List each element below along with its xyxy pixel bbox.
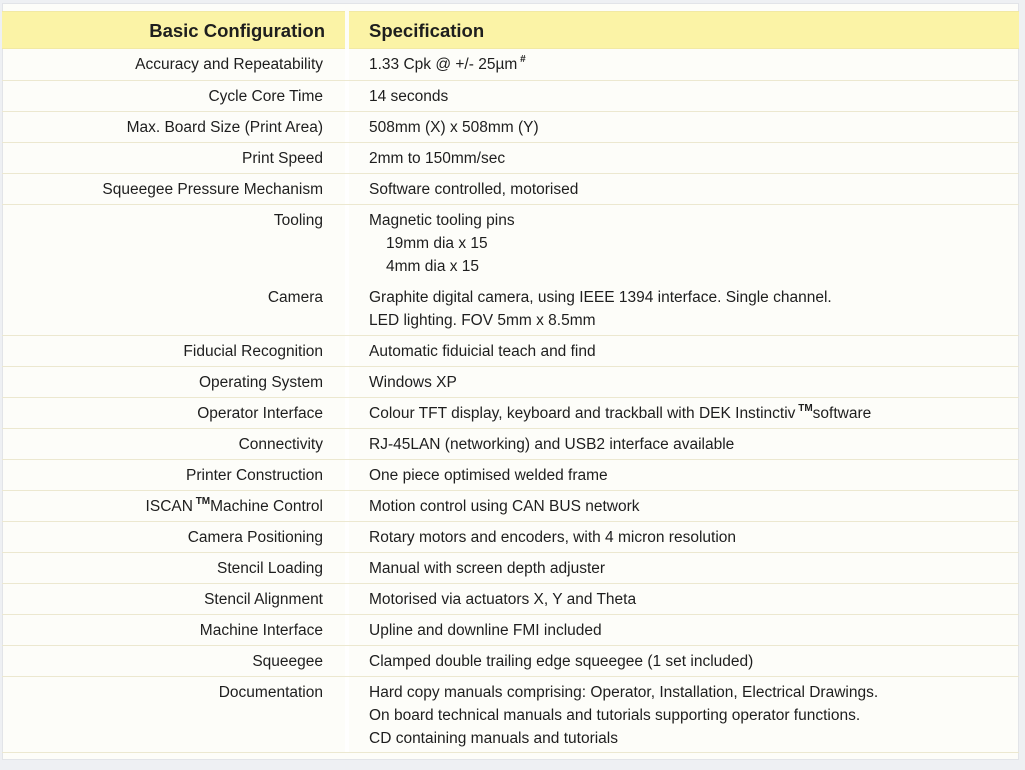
row-label xyxy=(2,677,345,704)
row-label-text: Connectivity xyxy=(238,436,323,453)
spec-line-text: Motion control using CAN BUS network xyxy=(369,498,640,515)
spec-line-text: Hard copy manuals comprising: Operator, Installation, Electrical Drawings. xyxy=(369,684,879,701)
row-label-suffix: Machine Control xyxy=(210,498,323,515)
spec-line xyxy=(369,85,1019,108)
spec-line-text: 14 seconds xyxy=(369,88,449,105)
spec-sheet xyxy=(2,3,1019,760)
row-spec xyxy=(349,584,1019,611)
spec-line-text: 4mm dia x 15 xyxy=(386,258,480,275)
table-row xyxy=(2,398,1019,429)
row-label-text: Stencil Alignment xyxy=(204,591,323,608)
spec-line xyxy=(369,116,1019,139)
spec-line xyxy=(369,232,1019,255)
spec-line xyxy=(369,704,1019,727)
spec-line xyxy=(369,588,1019,611)
spec-line xyxy=(369,650,1019,673)
table-row xyxy=(2,336,1019,367)
row-spec xyxy=(349,615,1019,642)
row-spec xyxy=(349,398,1019,425)
spec-line xyxy=(369,53,1019,76)
row-label-text: ISCAN xyxy=(145,498,193,515)
table-row xyxy=(2,615,1019,646)
spec-superscript: # xyxy=(517,53,526,65)
table-row xyxy=(2,584,1019,615)
spec-line-text: 508mm (X) x 508mm (Y) xyxy=(369,119,539,136)
row-label xyxy=(2,646,345,673)
spec-line xyxy=(369,286,1019,309)
spec-line-text: Software controlled, motorised xyxy=(369,181,579,198)
table-row xyxy=(2,205,1019,282)
spec-line xyxy=(369,464,1019,487)
spec-line-text: Manual with screen depth adjuster xyxy=(369,560,606,577)
spec-line xyxy=(369,402,1019,425)
row-spec xyxy=(349,205,1019,278)
spec-line xyxy=(369,495,1019,518)
table-row xyxy=(2,553,1019,584)
table-row xyxy=(2,174,1019,205)
table-row xyxy=(2,49,1019,81)
spec-line-text: Upline and downline FMI included xyxy=(369,622,602,639)
table-header xyxy=(2,11,1019,49)
row-label-text: Camera xyxy=(267,289,323,306)
row-label-text: Squeegee Pressure Mechanism xyxy=(102,181,323,198)
spec-line-text: Clamped double trailing edge squeegee (1 set included) xyxy=(369,653,754,670)
row-label xyxy=(2,81,345,108)
spec-line xyxy=(369,526,1019,549)
spec-line xyxy=(369,619,1019,642)
table-row xyxy=(2,491,1019,522)
row-label xyxy=(2,491,345,518)
row-spec xyxy=(349,367,1019,394)
spec-superscript: TM xyxy=(795,402,813,414)
spec-line-text: One piece optimised welded frame xyxy=(369,467,608,484)
table-row xyxy=(2,429,1019,460)
row-label xyxy=(2,460,345,487)
row-label xyxy=(2,367,345,394)
row-label xyxy=(2,112,345,139)
spec-line xyxy=(369,309,1019,332)
row-spec xyxy=(349,491,1019,518)
trademark-superscript: TM xyxy=(192,495,211,507)
row-spec xyxy=(349,646,1019,673)
row-label xyxy=(2,336,345,363)
table-row xyxy=(2,112,1019,143)
row-label-text: Tooling xyxy=(273,212,323,229)
row-label xyxy=(2,522,345,549)
row-label-text: Fiducial Recognition xyxy=(183,343,323,360)
spec-line xyxy=(369,557,1019,580)
table-row xyxy=(2,460,1019,491)
row-spec xyxy=(349,522,1019,549)
row-label xyxy=(2,584,345,611)
spec-line xyxy=(369,147,1019,170)
spec-line-text: 1.33 Cpk @ +/- 25µm xyxy=(369,56,518,73)
spec-line-text: 19mm dia x 15 xyxy=(386,235,488,252)
table-row xyxy=(2,282,1019,336)
spec-line-text: Motorised via actuators X, Y and Theta xyxy=(369,591,637,608)
row-label-text: Print Speed xyxy=(242,150,323,167)
row-label-text: Printer Construction xyxy=(186,467,323,484)
row-label xyxy=(2,143,345,170)
row-label-text: Stencil Loading xyxy=(217,560,323,577)
row-spec xyxy=(349,429,1019,456)
row-label xyxy=(2,429,345,456)
row-label-text: Camera Positioning xyxy=(187,529,323,546)
spec-line-suffix: software xyxy=(812,405,872,422)
row-label xyxy=(2,553,345,580)
table-row xyxy=(2,81,1019,112)
row-spec xyxy=(349,553,1019,580)
row-label xyxy=(2,174,345,201)
row-label xyxy=(2,398,345,425)
row-label-text: Machine Interface xyxy=(199,622,323,639)
table-row xyxy=(2,677,1019,753)
row-label-text: Cycle Core Time xyxy=(208,88,323,105)
spec-line-text: Colour TFT display, keyboard and trackball with DEK Instinctiv xyxy=(369,405,796,422)
row-label-text: Accuracy and Repeatability xyxy=(135,56,323,73)
spec-line xyxy=(369,727,1019,750)
table-row xyxy=(2,646,1019,677)
spec-line xyxy=(369,371,1019,394)
spec-line-text: Rotary motors and encoders, with 4 micron resolution xyxy=(369,529,736,546)
spec-line-text: On board technical manuals and tutorials supporting operator functions. xyxy=(369,707,861,724)
row-label xyxy=(2,49,345,76)
spec-line-text: LED lighting. FOV 5mm x 8.5mm xyxy=(369,312,596,329)
header-basic-configuration: Basic Configuration xyxy=(2,11,345,49)
row-spec xyxy=(349,336,1019,363)
row-label xyxy=(2,615,345,642)
spec-line-text: Automatic fiduicial teach and find xyxy=(369,343,596,360)
row-label-text: Operator Interface xyxy=(197,405,323,422)
spec-line xyxy=(369,340,1019,363)
table-row xyxy=(2,367,1019,398)
table-row xyxy=(2,143,1019,174)
row-spec xyxy=(349,174,1019,201)
row-spec xyxy=(349,460,1019,487)
header-specification: Specification xyxy=(349,11,1019,49)
row-label xyxy=(2,205,345,232)
spec-line xyxy=(369,209,1019,232)
spec-line-text: Magnetic tooling pins xyxy=(369,212,515,229)
spec-line xyxy=(369,178,1019,201)
row-spec xyxy=(349,112,1019,139)
row-label-text: Squeegee xyxy=(252,653,323,670)
table-row xyxy=(2,522,1019,553)
spec-line xyxy=(369,433,1019,456)
row-label xyxy=(2,282,345,309)
row-spec xyxy=(349,677,1019,750)
row-spec xyxy=(349,81,1019,108)
row-label-text: Operating System xyxy=(198,374,323,391)
spec-line-text: RJ-45LAN (networking) and USB2 interface available xyxy=(369,436,735,453)
row-spec xyxy=(349,49,1019,76)
row-spec xyxy=(349,282,1019,332)
row-label-text: Documentation xyxy=(218,684,323,701)
spec-line-text: CD containing manuals and tutorials xyxy=(369,730,618,747)
spec-line xyxy=(369,255,1019,278)
spec-line xyxy=(369,681,1019,704)
row-label-text: Max. Board Size (Print Area) xyxy=(126,119,323,136)
spec-line-text: Windows XP xyxy=(369,374,457,391)
spec-line-text: Graphite digital camera, using IEEE 1394 interface. Single channel. xyxy=(369,289,832,306)
row-spec xyxy=(349,143,1019,170)
spec-line-text: 2mm to 150mm/sec xyxy=(369,150,506,167)
spec-table-body xyxy=(2,49,1019,753)
